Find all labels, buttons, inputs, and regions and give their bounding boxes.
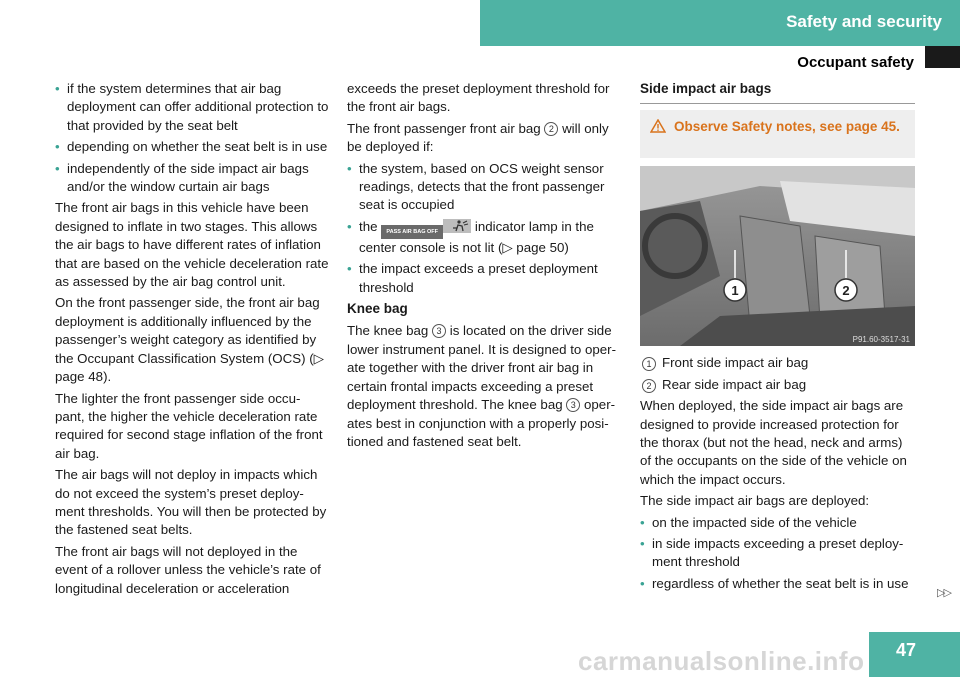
- legend-number: 2: [642, 379, 656, 393]
- column-3: [640, 80, 915, 596]
- pass-air-bag-off-badge: PASS AIR BAG OFF: [381, 225, 443, 239]
- warning-text: Observe Safety notes, see page 45.: [674, 119, 900, 135]
- list-item: • regardless of whether the seat belt is in use: [640, 575, 915, 593]
- subsection-title: Occupant safety: [797, 54, 914, 71]
- warning-triangle-icon: [650, 119, 666, 133]
- watermark: carmanualsonline.info: [578, 646, 865, 676]
- photo-reference: P91.60-3517-31: [852, 335, 910, 345]
- list-item: [347, 218, 625, 257]
- page-number-box: [869, 632, 960, 677]
- paragraph: [347, 120, 625, 157]
- text: will only be deployed if:: [347, 120, 609, 155]
- column-1: [55, 80, 333, 601]
- list-item: • if the system determines that air bag deployment can offer additional protection to that provided by the seat belt: [55, 80, 333, 135]
- occupant-seat-icon: [443, 219, 471, 233]
- paragraph: The side impact air bags are deployed:: [640, 493, 870, 509]
- continue-arrow-icon: ▷▷: [937, 587, 950, 599]
- list-item: • on the impacted side of the vehicle: [640, 514, 915, 532]
- paragraph: [347, 322, 625, 451]
- paragraph: exceeds the preset deployment threshold for the front air bags.: [347, 81, 610, 115]
- list-item: • in side impacts exceeding a preset deploy- ment threshold: [640, 535, 915, 572]
- callout-number: 2: [544, 122, 558, 136]
- callout-number: 3: [566, 398, 580, 412]
- list-item: • depending on whether the seat belt is in use: [55, 138, 333, 156]
- list-item: • independently of the side impact air bags and/or the window curtain air bags: [55, 160, 333, 197]
- list-item: • the system, based on OCS weight sensor readings, detects that the front passenger seat is occupied: [347, 160, 625, 215]
- legend-item: [640, 376, 915, 394]
- text: is located on the driver side lower instrument panel. It is designed to oper- ate together with the driver front air bag in certain frontal impacts exceeding a preset deployment threshold. The knee bag: [347, 323, 617, 413]
- text: oper- ates best in conjunction with a properly posi- tioned and fastened seat belt.: [347, 397, 616, 449]
- text: the: [359, 218, 378, 234]
- car-interior-photo: [640, 166, 915, 346]
- header-marker: [925, 46, 960, 68]
- page-number: 47: [895, 640, 916, 660]
- photo-callout-2: 2: [842, 283, 850, 299]
- warning-box: [640, 110, 915, 158]
- paragraph: The front air bags will not deployed in the event of a rollover unless the vehicle’s rate of longitudinal deceleration or acceleration: [55, 543, 321, 596]
- paragraph: The air bags will not deploy in impacts which do not exceed the system’s preset deploy- ment thresholds. You will then be protected by the fastened seat belts.: [55, 467, 327, 538]
- photo-callout-1: 1: [731, 283, 739, 299]
- section-title: Safety and security: [786, 12, 942, 31]
- legend-number: 1: [642, 357, 656, 371]
- paragraph: The front air bags in this vehicle have been designed to inflate in two stages. This allows the air bags to have different rates of inflation that are based on the vehicle deceleration rate as assessed by the air bag control unit.: [55, 200, 329, 290]
- list-item: • the impact exceeds a preset deployment threshold: [347, 260, 625, 297]
- header-band: [480, 0, 960, 46]
- column-2: [347, 80, 625, 454]
- paragraph: When deployed, the side impact air bags are designed to provide increased protection for the thorax (but not the head, neck and arms) of the occupants on the side of the vehicle on which the impact occurs.: [640, 398, 907, 487]
- text: The front passenger front air bag: [347, 120, 541, 136]
- text: The knee bag: [347, 323, 429, 339]
- text: indicator lamp in the center console is not lit (▷ page 50): [359, 218, 594, 255]
- knee-bag-heading: Knee bag: [347, 301, 408, 317]
- legend-item: [640, 354, 915, 372]
- side-impact-heading: Side impact air bags: [640, 80, 915, 104]
- paragraph: On the front passenger side, the front air bag deployment is additionally influenced by the passenger’s weight category as identified by the Occupant Classification System (OCS) (▷ page 48).: [55, 295, 324, 385]
- callout-number: 3: [432, 324, 446, 338]
- legend-text: Rear side impact air bag: [662, 376, 807, 392]
- legend-text: Front side impact air bag: [662, 355, 809, 371]
- paragraph: The lighter the front passenger side occu- pant, the higher the vehicle deceleration rate required for second stage inflation of the front air bag.: [55, 390, 323, 461]
